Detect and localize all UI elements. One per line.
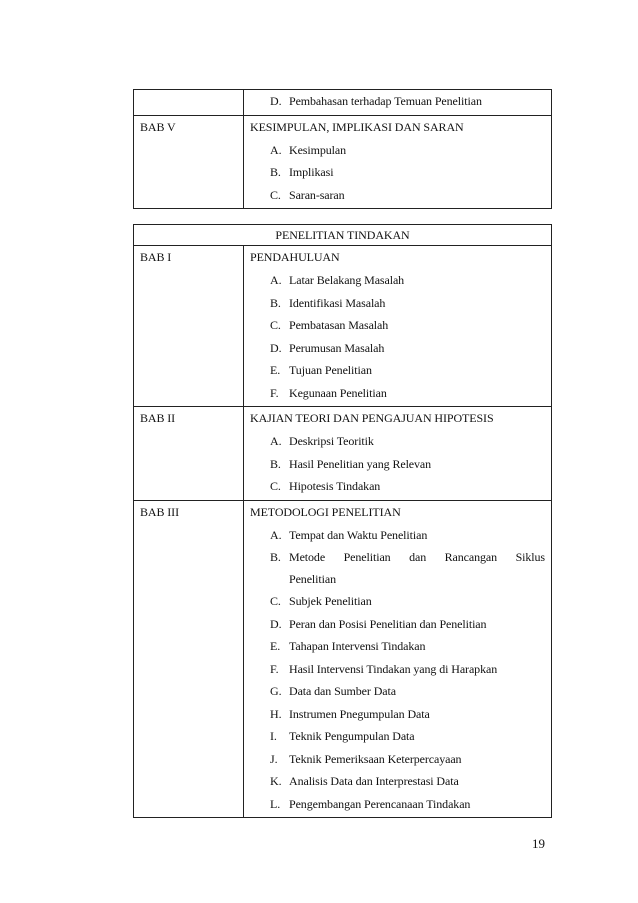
item-text: Tujuan Penelitian [289, 363, 372, 377]
item-text: Peran dan Posisi Penelitian dan Penelitian [289, 616, 487, 631]
list-item [250, 453, 545, 476]
list-item [250, 269, 545, 292]
item-text: Subjek Penelitian [289, 594, 372, 608]
item-letter: B. [270, 295, 281, 310]
item-text: Analisis Data dan Interprestasi Data [289, 774, 459, 788]
chapter-title: KAJIAN TEORI DAN PENGAJUAN HIPOTESIS [250, 411, 494, 425]
item-text: Hasil Penelitian yang Relevan [289, 456, 432, 471]
list-item [250, 337, 545, 360]
item-letter: H. [270, 706, 282, 721]
list-item [250, 703, 545, 726]
item-letter: E. [270, 639, 281, 653]
list-item [250, 475, 545, 498]
table-header-row [134, 225, 552, 246]
list-item [250, 725, 545, 748]
item-text: Identifikasi Masalah [289, 295, 386, 310]
list-item [250, 680, 545, 703]
chapter-title: PENDAHULUAN [250, 250, 340, 264]
item-text-line2: Penelitian [289, 572, 336, 586]
content-cell [244, 115, 552, 209]
item-letter: D. [270, 94, 282, 108]
list-item [250, 184, 545, 207]
item-word: dan [409, 550, 427, 564]
outline-table-penelitian-tindakan [133, 224, 552, 818]
table-row [134, 115, 552, 209]
item-letter: C. [270, 318, 281, 332]
list-item [250, 793, 545, 816]
item-text: Teknik Pemeriksaan Keterpercayaan [289, 751, 462, 766]
item-letter: B. [270, 550, 281, 564]
item-text: Instrumen Pnegumpulan Data [289, 706, 430, 721]
item-letter: B. [270, 165, 281, 179]
bab-label: BAB V [134, 115, 244, 209]
table-row [134, 90, 552, 116]
list-item-wrapped [250, 546, 545, 590]
item-letter: L. [270, 796, 281, 811]
bab-label: BAB I [134, 246, 244, 407]
item-text: Hipotesis Tindakan [289, 479, 381, 493]
item-letter: I. [270, 729, 277, 743]
table-row [134, 246, 552, 407]
item-letter: G. [270, 684, 282, 698]
item-text: Deskripsi Teoritik [289, 434, 374, 448]
list-item [250, 430, 545, 453]
item-text-line-justified [289, 546, 545, 568]
item-text: Saran-saran [289, 187, 345, 202]
item-letter: D. [270, 340, 282, 355]
list-item [250, 613, 545, 636]
bab-label: BAB III [134, 500, 244, 818]
item-text: Pembahasan terhadap Temuan Penelitian [289, 94, 482, 108]
list-item [250, 524, 545, 547]
item-text: Hasil Intervensi Tindakan yang di Harapkan [289, 661, 498, 676]
content-cell [244, 407, 552, 501]
item-word: Siklus [515, 550, 545, 564]
item-letter: A. [270, 273, 282, 287]
table-row [134, 407, 552, 501]
content-cell [244, 500, 552, 818]
item-word: Metode [289, 550, 326, 564]
item-text: Pembatasan Masalah [289, 318, 389, 332]
item-letter: J. [270, 751, 278, 766]
chapter-title: KESIMPULAN, IMPLIKASI DAN SARAN [250, 119, 464, 134]
list-item [250, 770, 545, 793]
list-item [250, 382, 545, 405]
item-text: Data dan Sumber Data [289, 684, 396, 698]
item-text: Teknik Pengumpulan Data [289, 729, 415, 743]
item-text: Latar Belakang Masalah [289, 273, 405, 287]
list-item [250, 658, 545, 681]
content-cell [244, 90, 552, 116]
item-letter: A. [270, 434, 282, 448]
list-item [250, 161, 545, 184]
bab-cell-empty [134, 90, 244, 116]
item-letter: C. [270, 187, 281, 202]
item-letter: A. [270, 142, 282, 157]
bab-label: BAB II [134, 407, 244, 501]
list-item [250, 748, 545, 771]
list-item [250, 314, 545, 337]
item-text: Pengembangan Perencanaan Tindakan [289, 796, 471, 811]
item-text: Implikasi [289, 165, 334, 179]
item-text: Kesimpulan [289, 142, 346, 157]
table-header: PENELITIAN TINDAKAN [134, 225, 552, 246]
table-row [134, 500, 552, 818]
item-text [289, 546, 545, 590]
item-letter: B. [270, 456, 281, 471]
item-letter: D. [270, 616, 282, 631]
list-item [250, 292, 545, 315]
item-letter: C. [270, 594, 281, 608]
item-text: Tahapan Intervensi Tindakan [289, 639, 426, 653]
item-letter: E. [270, 363, 281, 377]
chapter-title: METODOLOGI PENELITIAN [250, 504, 401, 519]
list-item [250, 90, 545, 113]
item-letter: F. [270, 661, 279, 676]
item-letter: C. [270, 479, 281, 493]
item-letter: A. [270, 527, 282, 542]
list-item [250, 359, 545, 382]
outline-table-continued [133, 89, 552, 209]
item-word: Penelitian [343, 550, 391, 564]
item-text: Perumusan Masalah [289, 340, 385, 355]
list-item [250, 635, 545, 658]
item-text: Kegunaan Penelitian [289, 385, 387, 400]
item-word: Rancangan [444, 550, 498, 564]
content-cell [244, 246, 552, 407]
item-text: Tempat dan Waktu Penelitian [289, 527, 428, 542]
list-item [250, 139, 545, 162]
item-letter: F. [270, 385, 279, 400]
page-number: 19 [532, 836, 545, 851]
item-letter: K. [270, 774, 282, 788]
list-item [250, 590, 545, 613]
